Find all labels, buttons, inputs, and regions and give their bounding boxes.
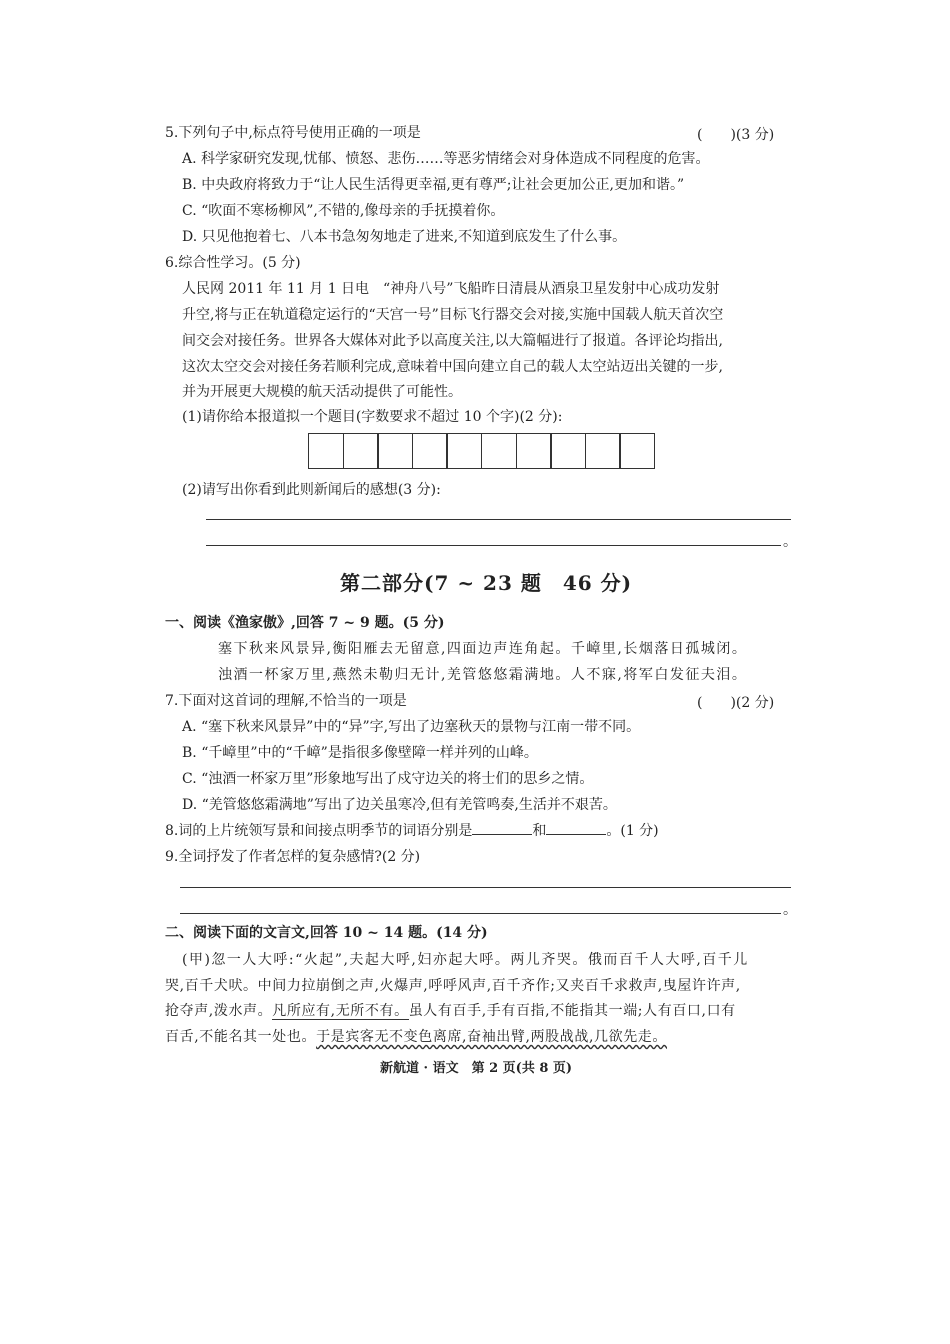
- answer-box[interactable]: [481, 433, 517, 469]
- q6-passage-line: 升空,将与正在轨道稳定运行的“天宫一号”目标飞行器交会对接,实施中国载人航天首次空: [182, 307, 724, 323]
- q5-option-b: B. 中央政府将致力于“让人民生活得更幸福,更有尊严;让社会更加公正,更加和谐。”: [182, 177, 685, 193]
- q8-blank-2[interactable]: [546, 822, 606, 835]
- answer-box[interactable]: [377, 433, 413, 469]
- q8-mid: 和: [532, 823, 547, 839]
- page-footer: 新航道 · 语文 第 2 页(共 8 页): [380, 1061, 573, 1076]
- q7-option-b: B. “千嶂里”中的“千嶂”是指很多像壁障一样并列的山峰。: [182, 745, 538, 761]
- q7-option-d: D. “羌管悠悠霜满地”写出了边关虽寒冷,但有羌管鸣奏,生活并不艰苦。: [182, 797, 617, 813]
- q7-stem: 7.下面对这首词的理解,不恰当的一项是: [165, 693, 407, 709]
- q7-score: ( )(2 分): [697, 695, 775, 711]
- answer-box[interactable]: [585, 433, 621, 469]
- answer-box[interactable]: [308, 433, 344, 469]
- classical-text-line: (甲)忽一人大呼:“火起”,夫起大呼,妇亦起大呼。两儿齐哭。俄而百千人大呼,百千儿: [182, 952, 749, 968]
- q6-passage-line: 人民网 2011 年 11 月 1 日电 “神舟八号”飞船昨日清晨从酒泉卫星发射中心成功发射: [182, 281, 720, 297]
- part2-title: 第二部分(7 ~ 23 题 46 分): [340, 571, 633, 595]
- q5-option-d: D. 只见他抱着七、八本书急匆匆地走了进来,不知道到底发生了什么事。: [182, 229, 627, 245]
- reading1-heading: 一、阅读《渔家傲》,回答 7 ~ 9 题。(5 分): [165, 615, 445, 631]
- q8-line: [165, 822, 659, 840]
- classical-text-line: [165, 1028, 667, 1046]
- q5-option-c: C. “吹面不寒杨柳风”,不错的,像母亲的手抚摸着你。: [182, 203, 505, 219]
- answer-line[interactable]: [206, 545, 781, 546]
- poem-line: 浊酒一杯家万里,燕然未勒归无计,羌管悠悠霜满地。人不寐,将军白发征夫泪。: [218, 667, 748, 683]
- classical-text-line: [165, 1002, 736, 1020]
- classical-segment: 抢夺声,泼水声。: [165, 1003, 273, 1019]
- underlined-sentence: 凡所应有,无所不有。: [272, 1003, 409, 1019]
- classical-text-line: 哭,百千犬吠。中间力拉崩倒之声,火爆声,呼呼风声,百千齐作;又夹百千求救声,曳屋许许声,: [165, 978, 741, 994]
- answer-box[interactable]: [619, 433, 655, 469]
- q8-post: 。(1 分): [606, 823, 659, 839]
- reading2-heading: 二、阅读下面的文言文,回答 10 ~ 14 题。(14 分): [165, 925, 488, 941]
- q8-pre: 8.词的上片统领写景和间接点明季节的词语分别是: [165, 823, 473, 839]
- q6-end-mark: 。: [783, 534, 797, 550]
- q6-passage-line: 间交会对接任务。世界各大媒体对此予以高度关注,以大篇幅进行了报道。各评论均指出,: [182, 333, 723, 349]
- wavy-underlined-sentence: 于是宾客无不变色离席,奋袖出臂,两股战战,几欲先走。: [316, 1029, 668, 1045]
- answer-box[interactable]: [446, 433, 482, 469]
- classical-segment: 虽人有百手,手有百指,不能指其一端;人有百口,口有: [408, 1003, 736, 1019]
- answer-box[interactable]: [516, 433, 552, 469]
- answer-line[interactable]: [180, 913, 781, 914]
- q9-end-mark: 。: [783, 902, 797, 918]
- answer-box[interactable]: [343, 433, 379, 469]
- q5-stem: 5.下列句子中,标点符号使用正确的一项是: [165, 125, 421, 141]
- q7-option-c: C. “浊酒一杯家万里”形象地写出了戍守边关的将士们的思乡之情。: [182, 771, 594, 787]
- q6-sub2: (2)请写出你看到此则新闻后的感想(3 分):: [182, 482, 441, 498]
- q5-option-a: A. 科学家研究发现,忧郁、愤怒、悲伤……等恶劣情绪会对身体造成不同程度的危害。: [182, 151, 710, 167]
- q6-sub1: (1)请你给本报道拟一个题目(字数要求不超过 10 个字)(2 分):: [182, 409, 563, 425]
- q9-stem: 9.全词抒发了作者怎样的复杂感情?(2 分): [165, 849, 421, 865]
- answer-box[interactable]: [412, 433, 448, 469]
- answer-line[interactable]: [206, 519, 791, 520]
- q6-passage-line: 这次太空交会对接任务若顺利完成,意味着中国向建立自己的载人太空站迈出关键的一步,: [182, 359, 723, 375]
- answer-box[interactable]: [550, 433, 586, 469]
- q8-blank-1[interactable]: [472, 822, 532, 835]
- title-answer-boxes[interactable]: [308, 433, 654, 469]
- q6-passage-line: 并为开展更大规模的航天活动提供了可能性。: [182, 384, 462, 400]
- q6-stem: 6.综合性学习。(5 分): [165, 255, 301, 271]
- answer-line[interactable]: [180, 887, 791, 888]
- q7-option-a: A. “塞下秋来风景异”中的“异”字,写出了边塞秋天的景物与江南一带不同。: [182, 719, 641, 735]
- q5-score: ( )(3 分): [697, 127, 775, 143]
- poem-line: 塞下秋来风景异,衡阳雁去无留意,四面边声连角起。千嶂里,长烟落日孤城闭。: [218, 641, 748, 657]
- classical-segment: 百舌,不能名其一处也。: [165, 1029, 317, 1045]
